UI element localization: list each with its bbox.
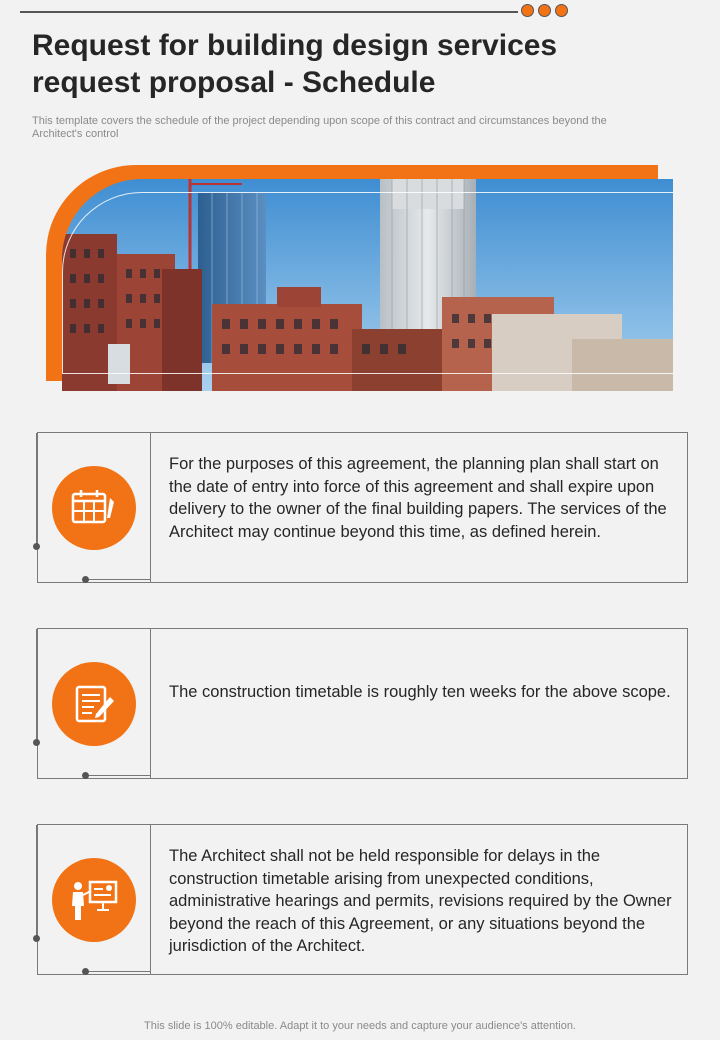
hero-image <box>62 179 673 391</box>
page-subtitle: This template covers the schedule of the project depending upon scope of this contract and circumstances beyond the Architect's control <box>32 115 607 140</box>
card-divider <box>150 824 151 975</box>
schedule-item-text: The Architect shall not be held responsible for delays in the construction timetable arising from unexpected conditions, administrative hearings and permits, revisions required by the Owner beyond the reach of this Agreement, or any situations beyond the jurisdiction of the Architect. <box>169 847 672 955</box>
connector-line <box>86 579 150 580</box>
footer-note: This slide is 100% editable. Adapt it to your needs and capture your audience's attention. <box>144 1020 576 1032</box>
schedule-item-text: The construction timetable is roughly ten weeks for the above scope. <box>169 683 671 701</box>
schedule-item-1 <box>37 432 688 583</box>
connector-dot <box>33 543 40 550</box>
connector-dot <box>33 739 40 746</box>
connector-dot <box>82 968 89 975</box>
connector-dot <box>82 576 89 583</box>
schedule-item-2 <box>37 628 688 779</box>
connector-line <box>36 825 37 938</box>
city-buildings-photo <box>62 179 673 391</box>
card-divider <box>150 432 151 583</box>
schedule-item-3 <box>37 824 688 975</box>
presentation-icon <box>52 858 136 942</box>
calendar-icon <box>52 466 136 550</box>
connector-line <box>86 971 150 972</box>
decor-dot <box>555 4 568 17</box>
page-title: Request for building design services request proposal - Schedule <box>32 29 558 99</box>
decor-dot <box>538 4 551 17</box>
connector-line <box>36 629 37 742</box>
top-rule <box>20 11 518 13</box>
connector-dot <box>33 935 40 942</box>
connector-dot <box>82 772 89 779</box>
card-divider <box>150 628 151 779</box>
schedule-item-text: For the purposes of this agreement, the planning plan shall start on the date of entry into force of this agreement and shall expire upon delivery to the owner of the final building papers. The services of the Architect may continue beyond this time, as defined herein. <box>169 455 667 541</box>
document-pencil-icon <box>52 662 136 746</box>
decor-dot <box>521 4 534 17</box>
decor-dots <box>521 4 568 17</box>
connector-line <box>86 775 150 776</box>
connector-line <box>36 433 37 546</box>
